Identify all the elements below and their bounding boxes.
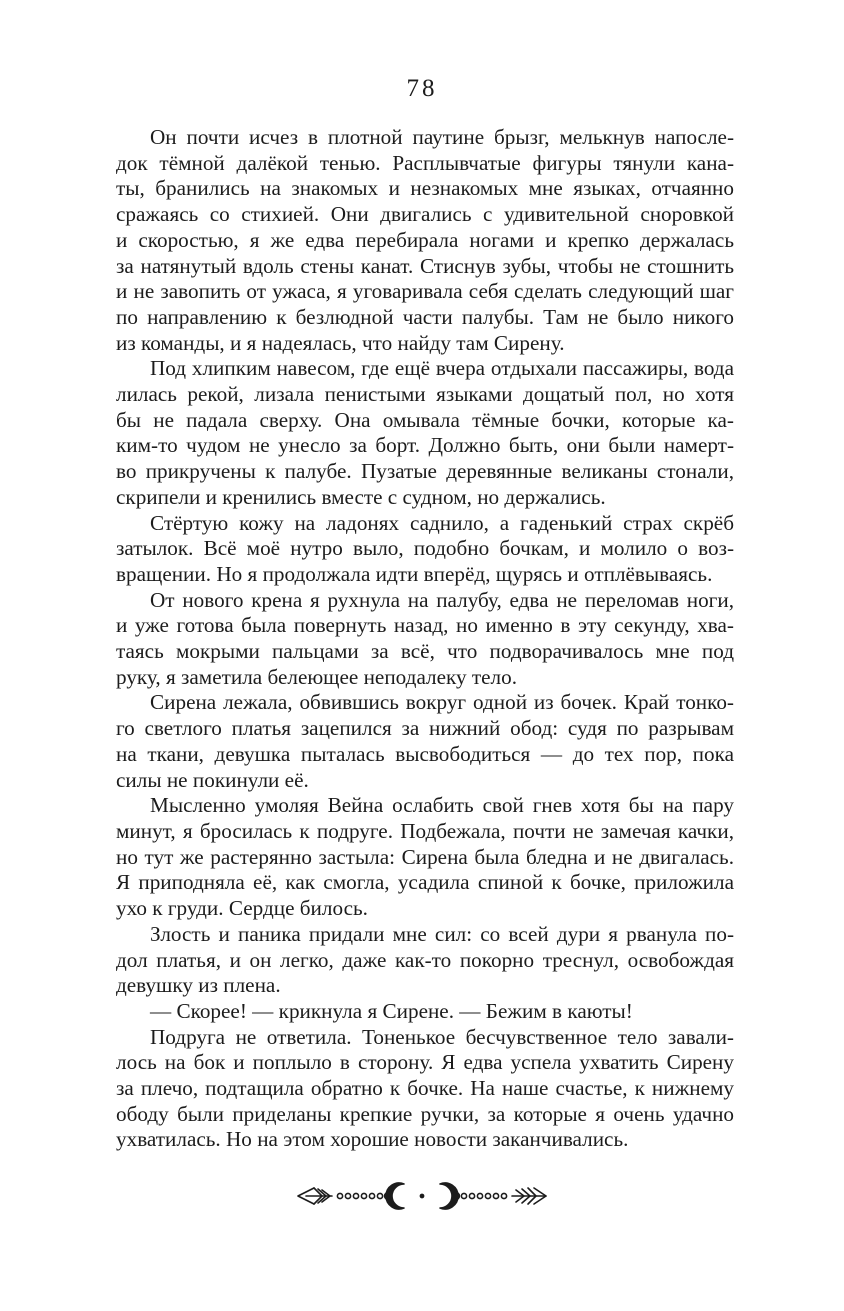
paragraph xyxy=(116,690,734,793)
text-line: из команды, и я надеялась, что найду там Сирену. xyxy=(116,330,565,355)
text-line: силы не покинули её. xyxy=(116,767,309,792)
text-line: Стёртую кожу на ладонях саднило, а гаденький страх скрёб xyxy=(150,510,734,535)
text-line: скрипели и кренились вместе с судном, но держались. xyxy=(116,484,606,509)
text-line: за натянутый вдоль стены канат. Стиснув зубы, чтобы не стошнить xyxy=(116,253,734,278)
text-line: девушку из плена. xyxy=(116,973,281,998)
text-line: во прикручены к палубе. Пузатые деревянные великаны стонали, xyxy=(116,459,734,484)
text-line: Злость и паника придали мне сил: со всей дури я рванула по- xyxy=(150,921,734,946)
text-line: — Скорее! — крикнула я Сирене. — Бежим в каюты! xyxy=(150,998,633,1023)
text-line: на ткани, девушка пыталась высвободиться — до тех пор, пока xyxy=(116,741,734,766)
paragraph xyxy=(116,999,734,1025)
paragraph xyxy=(116,125,734,356)
text-line: но тут же растерянно застыла: Сирена была бледна и не двигалась. xyxy=(116,844,734,869)
text-line: док тёмной далёкой тенью. Расплывчатые фигуры тянули кана- xyxy=(116,150,734,175)
text-line: за плечо, подтащила обратно к бочке. На наше счастье, к нижнему xyxy=(116,1076,734,1101)
text-line: Подруга не ответила. Тоненькое бесчувственное тело завали- xyxy=(150,1024,734,1049)
arrow-moon-divider-icon xyxy=(292,1176,552,1216)
text-line: затылок. Всё моё нутро выло, подобно бочкам, и молило о воз- xyxy=(116,536,734,561)
paragraph xyxy=(116,511,734,588)
text-line: Мысленно умоляя Вейна ослабить свой гнев хотя бы на пару xyxy=(150,793,734,818)
text-line: вращении. Но я продолжала идти вперёд, щурясь и отплёвываясь. xyxy=(116,561,713,586)
text-line: ким-то чудом не унесло за борт. Должно быть, они были намерт- xyxy=(116,433,734,458)
paragraph xyxy=(116,922,734,999)
text-line: Я приподняла её, как смогла, усадила спиной к бочке, приложила xyxy=(116,870,734,895)
text-line: руку, я заметила белеющее неподалеку тело. xyxy=(116,664,518,689)
page-number: 78 xyxy=(406,75,438,102)
paragraph xyxy=(116,793,734,922)
text-line: по направлению к безлюдной части палубы. Там не было никого xyxy=(116,304,734,329)
paragraph xyxy=(116,356,734,510)
text-line: Сирена лежала, обвившись вокруг одной из бочек. Край тонко- xyxy=(150,690,734,715)
text-line: минут, я бросилась к подруге. Подбежала, почти не замечая качки, xyxy=(116,818,734,843)
text-line: Под хлипким навесом, где ещё вчера отдыхали пассажиры, вода xyxy=(150,356,734,381)
paragraph xyxy=(116,1025,734,1154)
text-line: и скоростью, я же едва перебирала ногами и крепко держалась xyxy=(116,227,734,252)
text-line: и не завопить от ужаса, я уговаривала себя сделать следующий шаг xyxy=(116,279,734,304)
text-line: сражаясь со стихией. Они двигались с удивительной сноровкой xyxy=(116,202,734,227)
text-line: таясь мокрыми пальцами за всё, что подворачивалось мне под xyxy=(116,639,734,664)
text-line: От нового крена я рухнула на палубу, едва не переломав ноги, xyxy=(150,587,734,612)
text-line: Он почти исчез в плотной паутине брызг, мелькнув напосле- xyxy=(150,125,734,149)
text-line: ухватилась. Но на этом хорошие новости заканчивались. xyxy=(116,1127,629,1152)
text-line: ободу были приделаны крепкие ручки, за которые я очень удачно xyxy=(116,1101,734,1126)
text-line: и уже готова была повернуть назад, но именно в эту секунду, хва- xyxy=(116,613,734,638)
body-text xyxy=(116,125,734,1153)
section-divider-ornament xyxy=(0,1176,844,1216)
text-line: го светлого платья зацепился за нижний обод: судя по разрывам xyxy=(116,716,734,741)
text-line: дол платья, и он легко, даже как-то покорно треснул, освобождая xyxy=(116,947,734,972)
text-line: ухо к груди. Сердце билось. xyxy=(116,896,368,921)
text-line: бы не падала сверху. Она омывала тёмные бочки, которые ка- xyxy=(116,407,734,432)
paragraph xyxy=(116,588,734,691)
text-line: лилась рекой, лизала пенистыми языками дощатый пол, но хотя xyxy=(116,382,734,407)
text-line: ты, бранились на знакомых и незнакомых мне языках, отчаянно xyxy=(116,176,734,201)
text-line: лось на бок и поплыло в сторону. Я едва успела ухватить Сирену xyxy=(116,1050,734,1075)
